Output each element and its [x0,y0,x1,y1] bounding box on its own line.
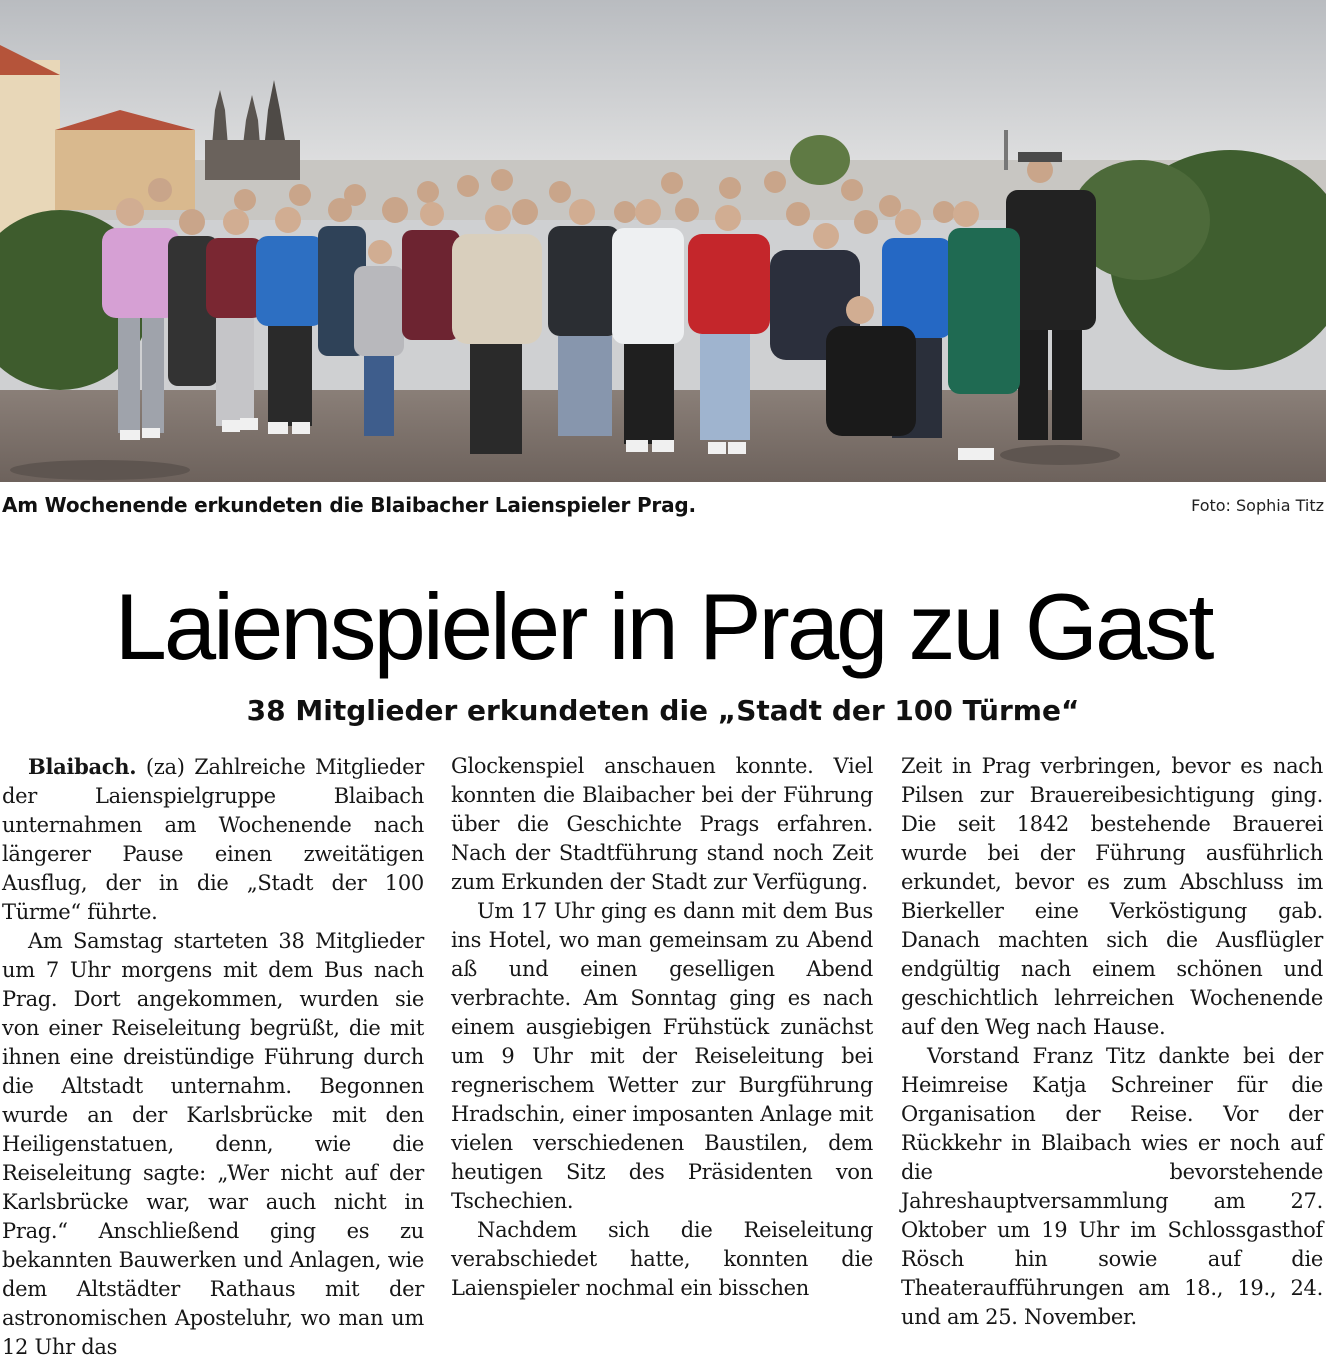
dateline: Blaibach. [28,754,137,779]
subheadline: 38 Mitglieder erkundeten die „Stadt der 100 Türme“ [246,694,1080,727]
photo-caption [2,493,1324,523]
article-column-2 [451,752,873,1303]
paragraph [2,752,424,927]
paragraph: Vorstand Franz Titz dankte bei der Heimreise Katja Schreiner für die Organisation der Reise. Vor der Rückkehr in Blaibach wies er noch auf die bevorstehende Jahreshauptversammlung am 27. Oktober um 19 Uhr im Schlossgasthof Rösch hin sowie auf die Theateraufführungen am 18., 19., 24. und am 25. November. [901,1044,1323,1329]
group-photo [0,0,1326,482]
paragraph-text: (za) Zahlreiche Mitglieder der Laienspielgruppe Blaibach unternahmen am Wochenende nach längerer Pause einen zweitätigen Ausflug, der in die „Stadt der 100 Türme“ führte. [2,755,424,924]
article-body [2,752,1324,1360]
photo-credit: Foto: Sophia Titz [1191,496,1324,515]
article-column-3 [901,752,1323,1332]
paragraph: Am Samstag starteten 38 Mitglieder um 7 Uhr morgens mit dem Bus nach Prag. Dort angekommen, wurden sie von einer Reiseleitung begrüßt, die mit ihnen eine dreistündige Führung durch die Altstadt unternahm. Begonnen wurde an der Karlsbrücke mit den Heiligenstatuen, denn, wie die Reiseleitung sagte: „Wer nicht auf der Karlsbrücke war, war auch nicht in Prag.“ Anschließend ging es zu bekannten Bauwerken und Anlagen, wie dem Altstädter Rathaus mit der astronomischen Aposteluhr, wo man um 12 Uhr das [2,929,424,1359]
article-column-1 [2,752,424,1362]
headline: Laienspieler in Prag zu Gast [114,574,1212,679]
group-photo-illustration [0,0,1326,482]
paragraph: Nachdem sich die Reiseleitung verabschiedet hatte, konnten die Laienspieler nochmal ein bisschen [451,1218,873,1300]
caption-text: Am Wochenende erkundeten die Blaibacher Laienspieler Prag. [2,493,696,517]
paragraph: Um 17 Uhr ging es dann mit dem Bus ins Hotel, wo man gemeinsam zu Abend aß und einen geselligen Abend verbrachte. Am Sonntag ging es nach einem ausgiebigen Frühstück zunächst um 9 Uhr mit der Reiseleitung bei regnerischem Wetter zur Burgführung Hradschin, einer imposanten Anlage mit vielen verschiedenen Baustilen, dem heutigen Sitz des Präsidenten von Tschechien. [451,899,873,1213]
paragraph: Zeit in Prag verbringen, bevor es nach Pilsen zur Brauereibesichtigung ging. Die seit 1842 bestehende Brauerei wurde bei der Führung ausführlich erkundet, bevor es zum Abschluss im Bierkeller eine Verköstigung gab. Danach machten sich die Ausflügler endgültig nach einem schönen und geschichtlich lehrreichen Wochenende auf den Weg nach Hause. [901,754,1323,1039]
paragraph: Glockenspiel anschauen konnte. Viel konnten die Blaibacher bei der Führung über die Geschichte Prags erfahren. Nach der Stadtführung stand noch Zeit zum Erkunden der Stadt zur Verfügung. [451,754,873,894]
